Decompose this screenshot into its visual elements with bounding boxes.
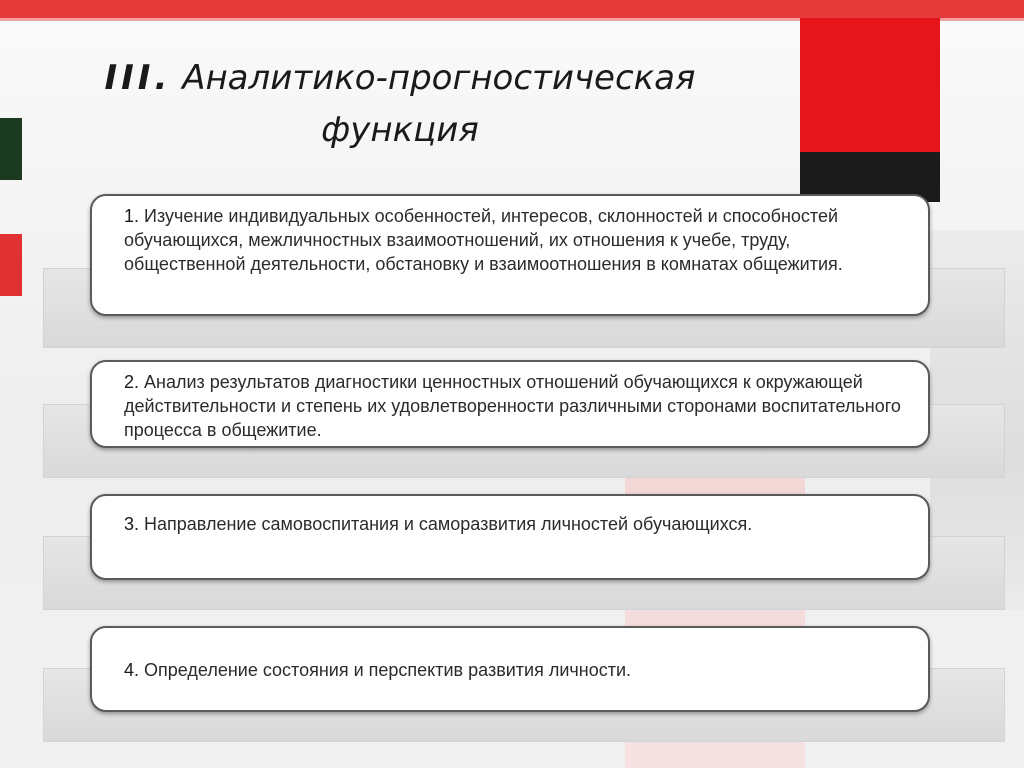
item-card-1 (90, 194, 930, 316)
item-card-3 (90, 494, 930, 580)
title-roman-numeral: III. (104, 58, 172, 98)
item-text: Направление самовоспитания и саморазвития личностей обучающихся. (144, 514, 753, 534)
item-number: 3. (124, 514, 140, 534)
item-number: 4. (124, 660, 140, 680)
item-text: Изучение индивидуальных особенностей, интересов, склонностей и способностей обучающихся, межличностных взаимоотношений, их отношения к учебе, труду, общественной деятельности, обстановку и взаимоотношения в комнатах общежития. (124, 206, 843, 274)
item-card-4 (90, 626, 930, 712)
item-text: Анализ результатов диагностики ценностных отношений обучающихся к окружающей действительности и степень их удовлетворенности различными сторонами воспитательного процесса в общежитие. (124, 372, 901, 440)
slide-title (0, 52, 800, 156)
item-number: 2. (124, 372, 140, 392)
left-red-square (0, 234, 22, 296)
title-line-1: Аналитико-прогностическая (182, 58, 696, 98)
item-card-2 (90, 360, 930, 448)
top-red-stripe (0, 0, 1024, 18)
item-text: Определение состояния и перспектив развития личности. (144, 660, 632, 680)
red-accent-block (800, 18, 940, 152)
item-number: 1. (124, 206, 140, 226)
title-line-2: функция (321, 110, 479, 150)
